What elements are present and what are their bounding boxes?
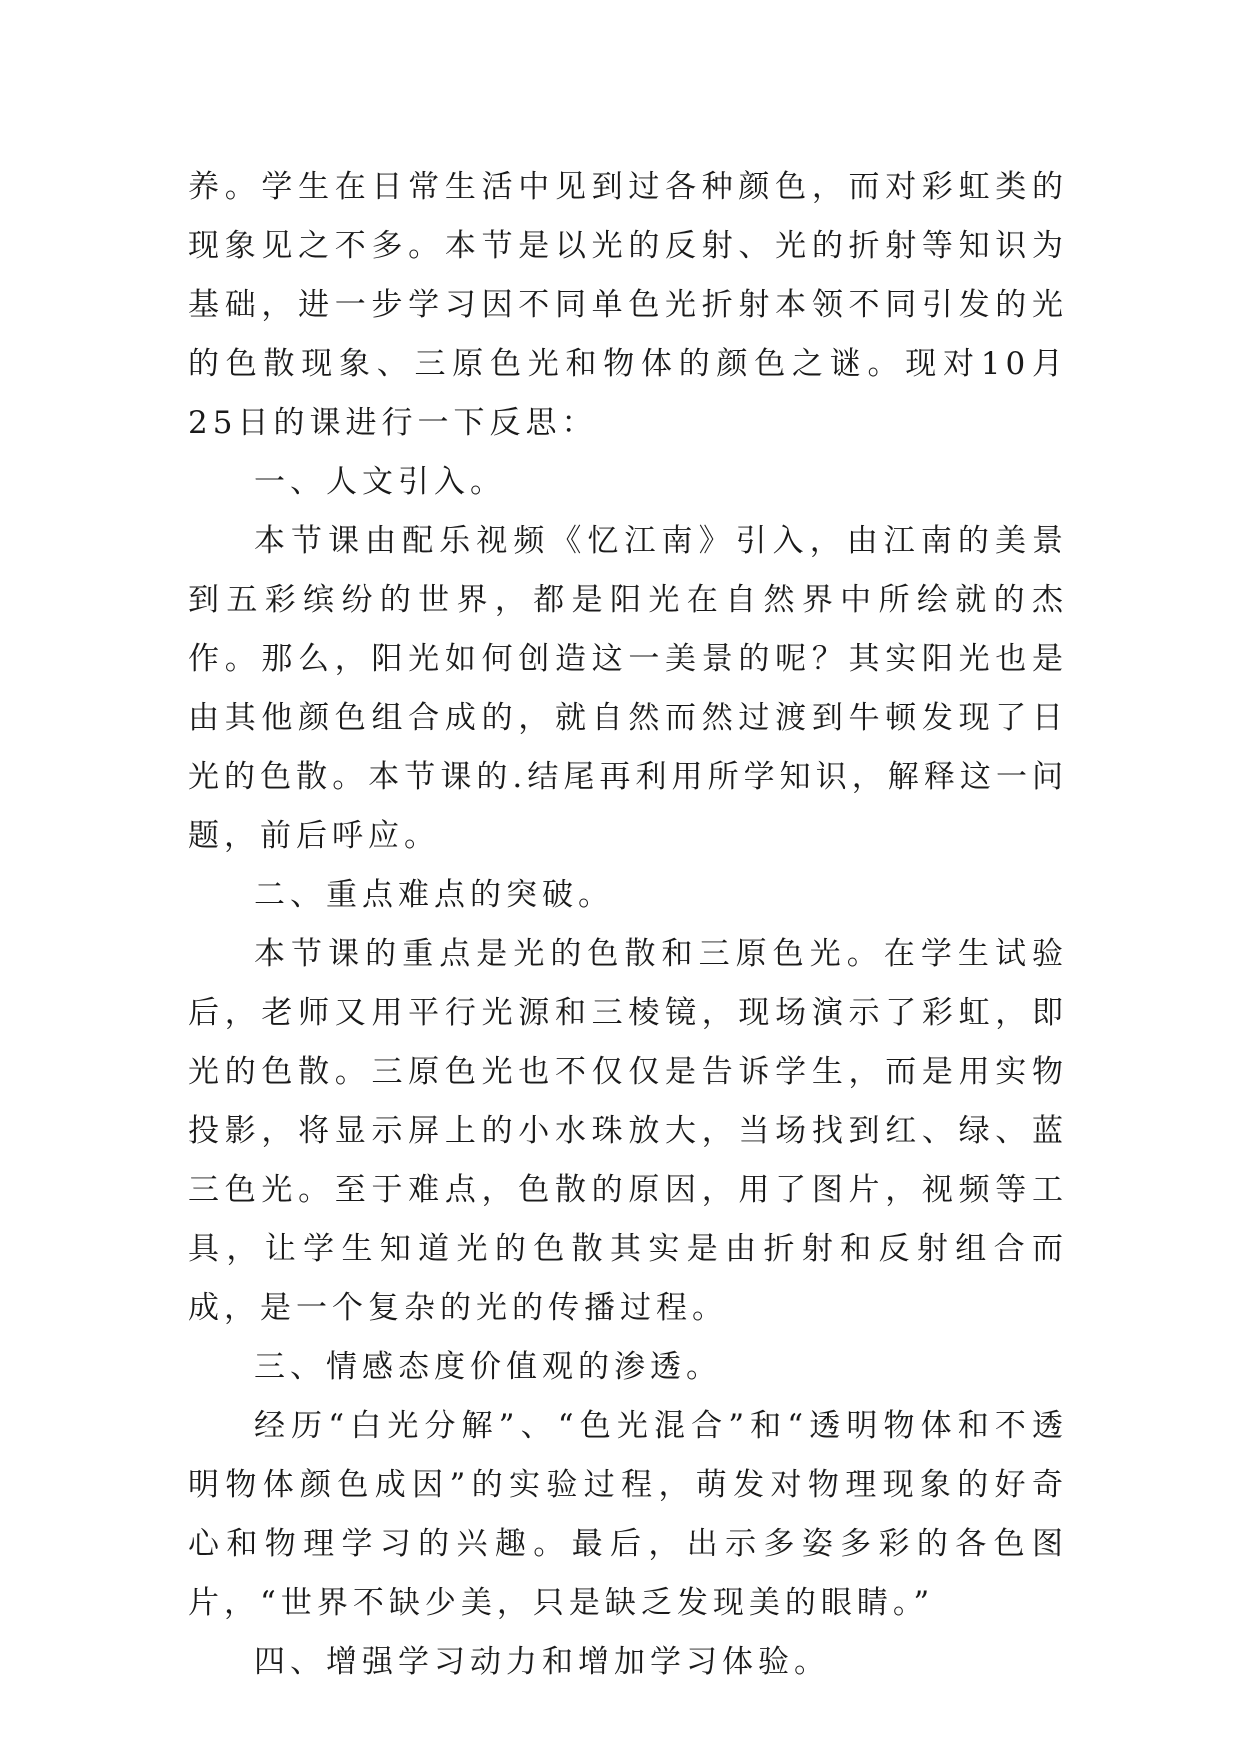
paragraph-intro: 养。学生在日常生活中见到过各种颜色，而对彩虹类的现象见之不多。本节是以光的反射、光的折射等知识为基础，进一步学习因不同单色光折射本领不同引发的光的色散现象、三原色光和物体的颜色之谜。现对10月25日的课进行一下反思： [188, 169, 1068, 441]
paragraph-section-3: 经历“白光分解”、“色光混合”和“透明物体和不透明物体颜色成因”的实验过程，萌发对物理现象的好奇心和物理学习的兴趣。最后，出示多姿多彩的各色图片，“世界不缺少美，只是缺乏发现美的眼睛。” [188, 1408, 1068, 1621]
section-heading-3: 三、情感态度价值观的渗透。 [254, 1349, 722, 1385]
section-heading-4: 四、增强学习动力和增加学习体验。 [254, 1644, 830, 1680]
section-heading-1: 一、人文引入。 [254, 464, 506, 500]
paragraph-section-1: 本节课由配乐视频《忆江南》引入，由江南的美景到五彩缤纷的世界，都是阳光在自然界中所绘就的杰作。那么，阳光如何创造这一美景的呢？其实阳光也是由其他颜色组合成的，就自然而然过渡到牛顿发现了日光的色散。本节课的.结尾再利用所学知识，解释这一问题，前后呼应。 [188, 523, 1068, 854]
document-body [188, 158, 1068, 1692]
paragraph-section-2: 本节课的重点是光的色散和三原色光。在学生试验后，老师又用平行光源和三棱镜，现场演示了彩虹，即光的色散。三原色光也不仅仅是告诉学生，而是用实物投影，将显示屏上的小水珠放大，当场找到红、绿、蓝三色光。至于难点，色散的原因，用了图片，视频等工具，让学生知道光的色散其实是由折射和反射组合而成，是一个复杂的光的传播过程。 [188, 936, 1068, 1326]
section-heading-2: 二、重点难点的突破。 [254, 877, 614, 913]
